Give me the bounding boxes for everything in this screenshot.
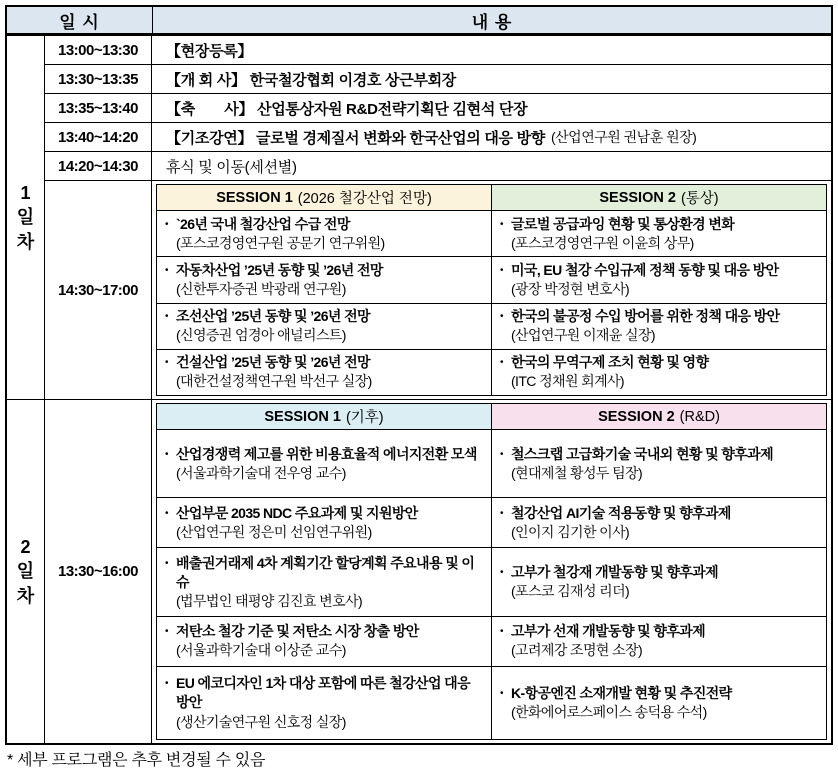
content-cell	[152, 65, 831, 93]
time-cell: 13:00~13:30	[45, 36, 152, 64]
session-header-row	[157, 185, 826, 210]
day2-session-time: 13:30~16:00	[45, 400, 152, 743]
table-row	[45, 123, 831, 152]
content-cell	[152, 36, 831, 64]
row-title: 【현장등록】	[166, 42, 253, 60]
bullet-icon: •	[165, 311, 169, 323]
time-cell: 13:30~13:35	[45, 65, 152, 93]
talk-title: 저탄소 철강 기준 및 저탄소 시장 창출 방안	[176, 623, 419, 640]
talk-title: 산업부문 2035 NDC 주요과제 및 지원방안	[176, 504, 418, 521]
day1-body	[45, 36, 831, 399]
session-item-row	[157, 547, 826, 615]
time-cell: 14:20~14:30	[45, 152, 152, 180]
day1-label	[7, 36, 45, 399]
day2-session-row	[45, 400, 831, 743]
day1-block	[7, 36, 831, 400]
talk-speaker: (포스코 김재성 리더)	[511, 583, 630, 600]
session-item-row	[157, 429, 826, 497]
talk-title: 고부가 선재 개발동향 및 향후과제	[511, 623, 706, 640]
bullet-icon: •	[165, 557, 169, 569]
bullet-icon: •	[500, 264, 504, 276]
session-item	[157, 498, 492, 547]
talk-speaker: (포스코경영연구원 이윤희 상무)	[511, 234, 694, 251]
day2-label-char: 일	[16, 561, 35, 582]
day1-session2-header	[492, 185, 826, 210]
row-speaker-note: (산업연구원 권남훈 원장)	[550, 129, 697, 145]
session-item	[157, 257, 492, 302]
talk-speaker: (생산기술연구원 신호정 실장)	[176, 713, 346, 730]
talk-title: 철스크랩 고급화기술 국내외 현황 및 향후과제	[511, 445, 774, 462]
day1-label-char: 일	[16, 207, 35, 228]
bullet-icon: •	[500, 567, 504, 579]
row-title: 【기조강연】 글로벌 경제질서 변화와 한국산업의 대응 방향	[166, 129, 545, 147]
talk-speaker: (법무법인 태평양 김진효 변호사)	[176, 592, 363, 609]
session-item	[157, 667, 492, 739]
bullet-icon: •	[165, 507, 169, 519]
footnote: * 세부 프로그램은 추후 변경될 수 있음	[7, 752, 266, 769]
talk-title: 고부가 철강재 개발동향 및 향후과제	[511, 564, 719, 581]
session-name: SESSION 1	[264, 408, 341, 425]
talk-speaker: (고려제강 조명현 소장)	[511, 642, 643, 659]
talk-title: 한국의 불공정 수입 방어를 위한 정책 대응 방안	[511, 308, 780, 325]
header-datetime: 일 시	[7, 7, 153, 33]
day1-session-time: 14:30~17:00	[45, 181, 152, 399]
talk-speaker: (인이지 김기한 이사)	[511, 523, 630, 540]
content-cell	[152, 94, 831, 122]
session-item-row	[157, 349, 826, 395]
content-cell	[152, 123, 831, 151]
day1-session1-header	[157, 185, 492, 210]
talk-speaker: (신영증권 엄경아 애널리스트)	[176, 327, 346, 344]
session-item	[492, 667, 826, 739]
talk-speaker: (광장 박정현 변호사)	[511, 280, 630, 297]
talk-title: K-항공엔진 소재개발 현황 및 추진전략	[511, 684, 732, 701]
talk-speaker: (산업연구원 정은미 선임연구위원)	[176, 523, 372, 540]
day2-block	[7, 400, 831, 743]
table-row	[45, 65, 831, 94]
talk-title: 산업경쟁력 제고를 위한 비용효율적 에너지전환 모색	[176, 445, 477, 462]
session-topic: (2026 철강산업 전망)	[297, 191, 432, 207]
day1-session-table	[156, 184, 827, 396]
talk-title: 철강산업 AI기술 적용동향 및 향후과제	[511, 504, 731, 521]
talk-speaker: (대한건설정책연구원 박선구 실장)	[176, 373, 372, 390]
talk-speaker: (서울과학기술대 전우영 교수)	[176, 464, 346, 481]
talk-title: 건설산업 ’25년 동향 및 ’26년 전망	[176, 354, 370, 371]
day1-session-area	[152, 181, 831, 399]
session-item-row	[157, 303, 826, 349]
row-title: 【축 사】 산업통상자원 R&D전략기획단 김현석 단장	[166, 100, 528, 118]
talk-speaker: (신한투자증권 박광래 연구원)	[176, 280, 346, 297]
bullet-icon: •	[500, 687, 504, 699]
bullet-icon: •	[165, 357, 169, 369]
talk-speaker: (포스코경영연구원 공문기 연구위원)	[176, 234, 385, 251]
day2-session1-header	[157, 404, 492, 429]
schedule-table	[5, 5, 833, 745]
bullet-icon: •	[500, 311, 504, 323]
day2-label-char: 2	[20, 537, 31, 558]
day1-label-char: 차	[16, 231, 35, 252]
day2-session-area	[152, 400, 831, 743]
bullet-icon: •	[165, 264, 169, 276]
talk-speaker: (현대제철 황성두 팀장)	[511, 464, 643, 481]
session-item	[157, 430, 492, 497]
bullet-icon: •	[500, 448, 504, 460]
session-item	[492, 350, 826, 395]
session-topic: (통상)	[680, 191, 719, 207]
session-item	[492, 548, 826, 615]
session-header-row	[157, 404, 826, 429]
table-header-row	[7, 7, 831, 36]
talk-speaker: (ITC 정채원 회계사)	[511, 373, 624, 390]
table-row	[45, 94, 831, 123]
bullet-icon: •	[165, 218, 169, 230]
table-row	[45, 152, 831, 181]
session-item-row	[157, 616, 826, 666]
bullet-icon: •	[500, 626, 504, 638]
time-cell: 13:35~13:40	[45, 94, 152, 122]
session-item	[157, 304, 492, 349]
table-row	[45, 36, 831, 65]
content-cell	[152, 152, 831, 180]
talk-speaker: (산업연구원 이재윤 실장)	[511, 327, 655, 344]
bullet-icon: •	[165, 626, 169, 638]
session-item	[492, 304, 826, 349]
session-item	[492, 430, 826, 497]
session-item-row	[157, 256, 826, 302]
session-item	[492, 617, 826, 666]
talk-title: 배출권거래제 4차 계획기간 할당계획 주요내용 및 이슈	[176, 554, 475, 590]
session-item	[492, 257, 826, 302]
session-name: SESSION 2	[598, 408, 675, 425]
session-item-row	[157, 497, 826, 547]
talk-title: `26년 국내 철강산업 수급 전망	[176, 215, 350, 232]
bullet-icon: •	[500, 357, 504, 369]
day2-label-char: 차	[16, 585, 35, 606]
row-title: 휴식 및 이동(세션별)	[166, 158, 297, 176]
session-item	[492, 498, 826, 547]
session-item	[157, 548, 492, 615]
header-content: 내 용	[471, 12, 513, 32]
session-topic: (R&D)	[679, 408, 720, 425]
talk-title: 자동차산업 ’25년 동향 및 ’26년 전망	[176, 261, 383, 278]
session-topic: (기후)	[345, 410, 384, 426]
session-item-row	[157, 210, 826, 256]
session-name: SESSION 1	[216, 189, 293, 206]
bullet-icon: •	[165, 448, 169, 460]
talk-speaker: (서울과학기술대 이상준 교수)	[176, 642, 346, 659]
talk-title: 미국, EU 철강 수입규제 정책 동향 및 대응 방안	[511, 261, 779, 278]
session-item	[157, 617, 492, 666]
day1-label-char: 1	[20, 183, 31, 204]
day2-label	[7, 400, 45, 743]
time-cell: 13:40~14:20	[45, 123, 152, 151]
talk-speaker: (한화에어로스페이스 송덕용 수석)	[511, 704, 707, 720]
bullet-icon: •	[500, 507, 504, 519]
session-item	[492, 211, 826, 256]
row-title: 【개 회 사】 한국철강협회 이경호 상근부회장	[166, 71, 456, 89]
day2-session-table	[156, 403, 827, 740]
day1-session-row	[45, 181, 831, 399]
session-item	[157, 350, 492, 395]
talk-title: 한국의 무역구제 조치 현황 및 영향	[511, 354, 709, 371]
session-item-row	[157, 666, 826, 739]
talk-title: 글로벌 공급과잉 현황 및 통상환경 변화	[511, 215, 735, 232]
day2-body	[45, 400, 831, 743]
talk-title: EU 에코디자인 1차 대상 포함에 따른 철강산업 대응 방안	[176, 675, 471, 711]
bullet-icon: •	[165, 678, 169, 690]
day2-session2-header	[492, 404, 826, 429]
bullet-icon: •	[500, 218, 504, 230]
session-name: SESSION 2	[599, 189, 676, 206]
talk-title: 조선산업 ’25년 동향 및 ’26년 전망	[176, 308, 370, 325]
session-item	[157, 211, 492, 256]
